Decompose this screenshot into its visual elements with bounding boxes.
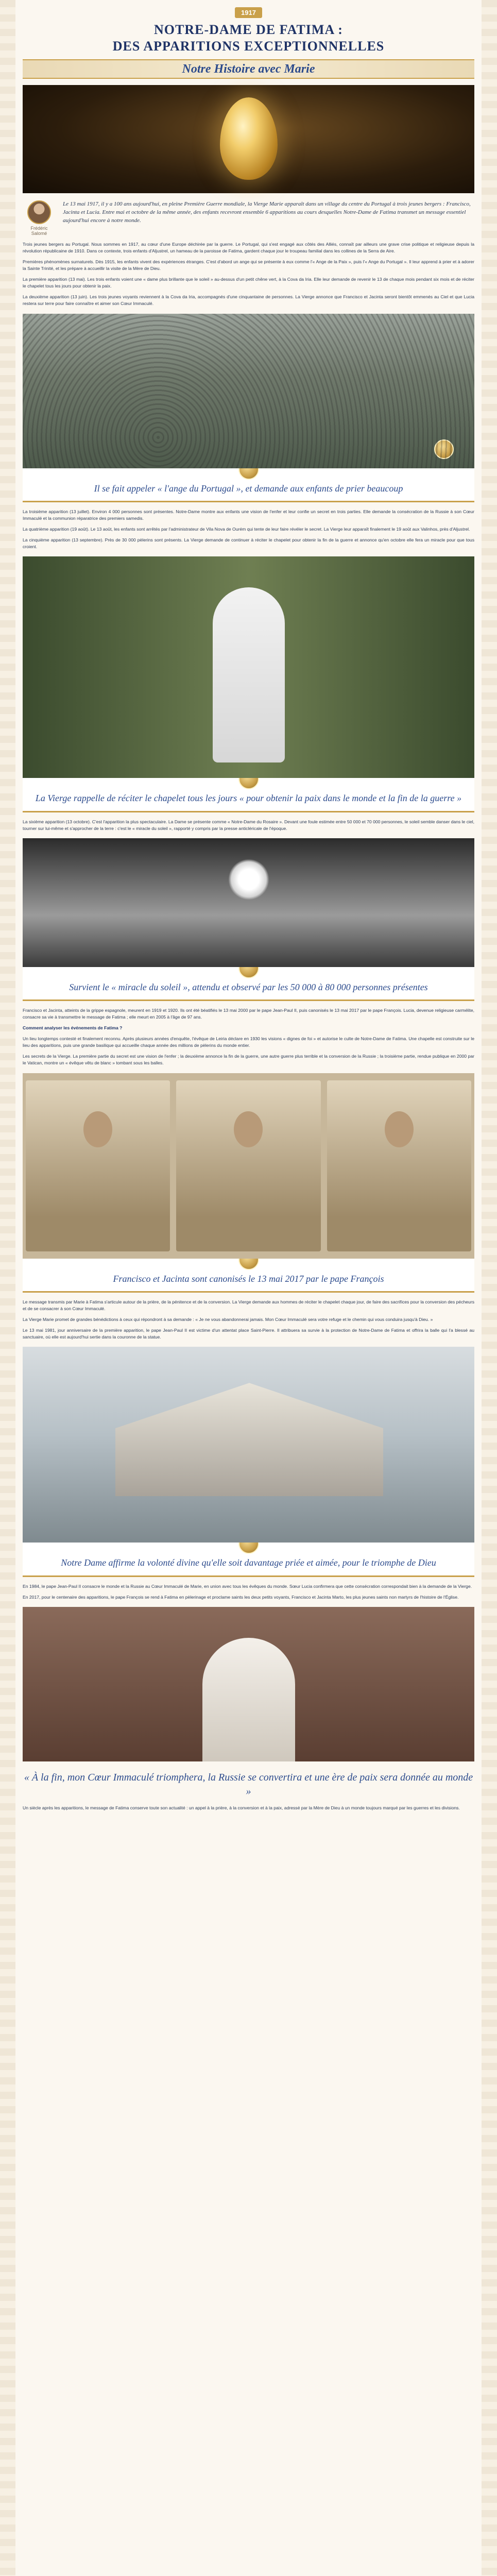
paragraph: La quatrième apparition (19 août). Le 13 août, les enfants sont arrêtés par l'administrateur de Vila Nova de Ourém qui tente de leur faire révéler le secret. La Vierge leur apparaît finalement le 19 août aux Valinhos, près d'Aljustrel.: [23, 527, 470, 532]
page-title-line1: NOTRE-DAME DE FATIMA :: [154, 22, 343, 37]
avatar: [27, 200, 51, 224]
paragraph: La deuxième apparition (13 juin). Les trois jeunes voyants reviennent à la Cova da Iria, accompagnés d'une cinquantaine de personnes. La Vierge annonce que Francisco et Jacinta seront bientôt emmenés au Ciel et que Lucia restera sur terre pour faire connaître et aimer son Cœur Immaculé.: [23, 294, 474, 307]
golden-egg-illustration: [220, 97, 278, 180]
photo-chapel: [23, 1347, 474, 1543]
banner-title: Notre Histoire avec Marie: [182, 62, 315, 76]
caption-box: [23, 468, 474, 502]
header: [19, 0, 478, 54]
section-banner: [23, 59, 474, 79]
caption-text: Survient le « miracle du soleil », attendu et observé par les 50 000 à 80 000 personnes présentes: [69, 981, 428, 992]
paragraph: La sixième apparition (13 octobre). C'est l'apparition la plus spectaculaire. La Dame se présente comme « Notre-Dame du Rosaire ». Devant une foule estimée entre 50 000 et 70 000 personnes, le soleil semble danser dans le ciel, tourner sur lui-même et s'approcher de la terre : c'est le « miracle du soleil », rapporté y compris par la presse anticléricale de l'époque.: [23, 819, 474, 831]
paragraph: La Vierge Marie promet de grandes bénédictions à ceux qui répondront à sa demande : « Je ne vous abandonnerai jamais. Mon Cœur Immaculé sera votre refuge et le chemin qui vous conduira jusqu'à Dieu. »: [23, 1317, 433, 1323]
pope-figure: [202, 1638, 295, 1761]
sun-illustration: [228, 859, 269, 900]
caption-box: [23, 1543, 474, 1577]
paragraph: En 2017, pour le centenaire des apparitions, le pape François se rend à Fatima en pèlerinage et proclame saints les deux petits voyants, Francisco et Jacinta Marto, les plus jeunes saints non martyrs de l'histoire de l'Église.: [23, 1594, 459, 1600]
paragraph: Un siècle après les apparitions, le message de Fatima conserve toute son actualité : un appel à la prière, à la conversion et à la paix, adressé par la Mère de Dieu à un monde toujours marqué par les guerres et les divisions.: [23, 1805, 460, 1810]
statue-figure: [213, 587, 285, 762]
paragraph: Le message transmis par Marie à Fatima s'articule autour de la prière, de la pénitence et de la conversion. La Vierge demande aux hommes de réciter le chapelet chaque jour, de faire des sacrifices pour la conversion des pécheurs et de se consacrer à son Cœur Immaculé.: [23, 1299, 474, 1311]
child-portrait: [176, 1080, 320, 1251]
paragraph: La troisième apparition (13 juillet). Environ 4 000 personnes sont présentes. Notre-Dame montre aux enfants une vision de l'enfer et leur confie un secret en trois parties. Elle demande la consécration de la Russie à son Cœur Immaculé et la communion réparatrice des premiers samedis.: [23, 509, 474, 521]
paragraph: Francisco et Jacinta, atteints de la grippe espagnole, meurent en 1919 et 1920. Ils ont été béatifiés le 13 mai 2000 par le pape Jean-Paul II, puis canonisés le 13 mai 2017 par le pape François. Lucia, devenue religieuse carmélite, consacre sa vie à transmettre le message de Fatima ; elle meurt en 2005 à l'âge de 97 ans.: [23, 1008, 474, 1020]
photo-sky: [23, 838, 474, 967]
section-subtitle: Comment analyser les événements de Fatima ?: [23, 1025, 123, 1031]
caption-box: [23, 778, 474, 812]
caption-text: Notre Dame affirme la volonté divine qu'elle soit davantage priée et aimée, pour le triomphe de Dieu: [61, 1557, 436, 1568]
photo-crowd: [23, 314, 474, 468]
photo-statue: [23, 556, 474, 778]
paragraph: La première apparition (13 mai). Les trois enfants voient une « dame plus brillante que le soleil » au-dessus d'un petit chêne vert, à la Cova da Iria. Elle leur demande de revenir le 13 de chaque mois pendant six mois et de réciter le chapelet tous les jours pour obtenir la paix.: [23, 277, 474, 289]
caption-box: [23, 1259, 474, 1293]
photo-children: [23, 1073, 474, 1259]
paragraph: Trois jeunes bergers au Portugal. Nous sommes en 1917, au cœur d'une Europe déchirée par la guerre. Le Portugal, qui s'est engagé aux côtés des Alliés, connaît par ailleurs une grave crise politique et religieuse depuis la révolution républicaine de 1910. Dans ce contexte, trois enfants d'Aljustrel, un hameau de la paroisse de Fatima, gardent chaque jour le troupeau familial dans les collines de la Serra de Aire.: [23, 242, 474, 254]
paragraph: Un lieu longtemps contesté et finalement reconnu. Après plusieurs années d'enquête, l'évêque de Leiria déclare en 1930 les visions « dignes de foi » et autorise le culte de Notre-Dame de Fatima. Une chapelle est construite sur le lieu des apparitions, puis une grande basilique qui accueille chaque année des millions de pèlerins du monde entier.: [23, 1036, 474, 1048]
pull-quote: « À la fin, mon Cœur Immaculé triomphera, la Russie se convertira et une ère de paix sera donnée au monde »: [24, 1771, 473, 1797]
year-badge: 1917: [235, 7, 262, 18]
author-name: Frédéric Salomé: [30, 226, 48, 236]
caption-text: Francisco et Jacinta sont canonisés le 13 mai 2017 par le pape François: [113, 1273, 384, 1284]
paragraph: Les secrets de la Vierge. La première partie du secret est une vision de l'enfer ; la deuxième annonce la fin de la guerre, une autre guerre plus terrible et la conversion de la Russie ; la troisième partie, rendue publique en 2000 par le Vatican, montre un « évêque vêtu de blanc » tombant sous les balles.: [23, 1054, 474, 1066]
medal-icon: [434, 439, 454, 459]
intro-text: Le 13 mai 1917, il y a 100 ans aujourd'hui, en pleine Première Guerre mondiale, la Vierge Marie apparaît dans un village du centre du Portugal à trois jeunes bergers : Francisco, Jacinta et Lucia. Entre mai et octobre de la même année, des enfants recevront ensemble 6 apparitions au cours desquelles Notre-Dame de Fatima transmet un message essentiel aujourd'hui encore à notre monde.: [63, 201, 471, 224]
photo-pope: [23, 1607, 474, 1761]
hero-image: [23, 85, 474, 193]
child-portrait: [327, 1080, 471, 1251]
page-title-line2: DES APPARITIONS EXCEPTIONNELLES: [112, 39, 385, 54]
caption-box: [23, 967, 474, 1001]
chapel-roof: [115, 1383, 383, 1496]
paragraph: La cinquième apparition (13 septembre). Près de 30 000 pèlerins sont présents. La Vierge demande de continuer à réciter le chapelet pour obtenir la fin de la guerre et annonce qu'en octobre elle fera un miracle pour que tous croient.: [23, 537, 474, 550]
paragraph: Premières phénomènes surnaturels. Dès 1915, les enfants vivent des expériences étranges. C'est d'abord un ange qui se présente à eux comme l'« Ange de la Paix », puis l'« Ange du Portugal ». Il leur apprend à prier et à adorer la Sainte Trinité, et les prépare à accueillir la visite de la Mère de Dieu.: [23, 259, 474, 272]
caption-text: Il se fait appeler « l'ange du Portugal », et demande aux enfants de prier beaucoup: [94, 483, 403, 494]
paragraph: Le 13 mai 1981, jour anniversaire de la première apparition, le pape Jean-Paul II est victime d'un attentat place Saint-Pierre. Il attribuera sa survie à la protection de Notre-Dame de Fatima et offrira la balle qui l'a blessé au sanctuaire, où elle est aujourd'hui sertie dans la couronne de la statue.: [23, 1328, 474, 1340]
child-portrait: [26, 1080, 170, 1251]
caption-text: La Vierge rappelle de réciter le chapelet tous les jours « pour obtenir la paix dans le monde et la fin de la guerre »: [35, 793, 462, 804]
author-block: [23, 200, 474, 236]
paragraph: En 1984, le pape Jean-Paul II consacre le monde et la Russie au Cœur Immaculé de Marie, en union avec tous les évêques du monde. Sœur Lucia confirmera que cette consécration correspondait bien à la demande de la Vierge.: [23, 1583, 472, 1589]
